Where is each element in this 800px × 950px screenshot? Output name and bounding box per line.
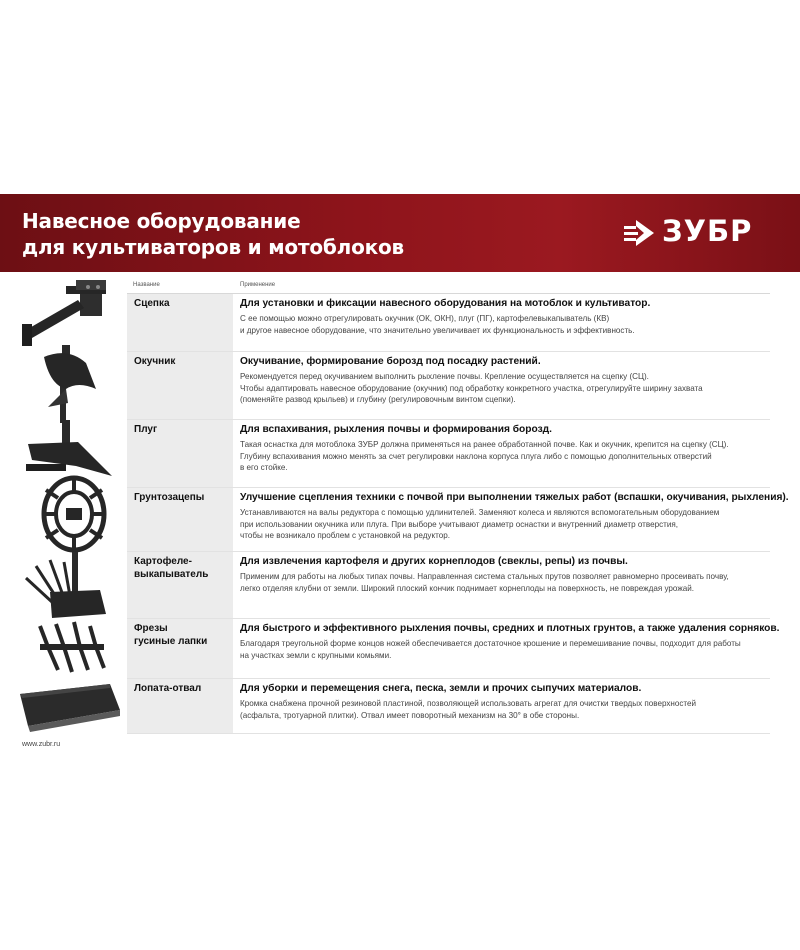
name-cell <box>127 488 233 551</box>
description-line: (поменяйте развод крыльев) и глубину (регулировочным винтом сцепки). <box>240 395 516 404</box>
description-line: Благодаря треугольной форме концов ножей обеспечивается достаточное крошение и перемешивание почвы, подходит для работы <box>240 639 741 648</box>
equipment-table <box>127 278 789 720</box>
name-line: выкапыватель <box>134 569 209 580</box>
use-cell <box>240 555 775 594</box>
use-headline: Для вспахивания, рыхления почвы и формирования борозд. <box>240 424 552 435</box>
table-row <box>127 619 780 679</box>
table-row <box>127 294 770 352</box>
title-line-2: для культиваторов и мотоблоков <box>22 235 404 259</box>
equipment-name <box>134 555 234 581</box>
equipment-name: Плуг <box>134 424 158 435</box>
description-line: легко отделяя клубни от земли. Широкий плоский кончик поднимает корнеплоды на поверхность, не повреждая урожай. <box>240 583 695 593</box>
description-line: Устанавливаются на валы редуктора с помощью удлинителей. Заменяют колеса и являются вспомогательным оборудованием <box>240 508 720 517</box>
table-row <box>127 488 789 552</box>
table-row <box>127 679 770 734</box>
use-cell <box>240 297 775 336</box>
hiller-image <box>38 345 108 425</box>
column-header-name: Название <box>133 282 160 288</box>
table-row <box>127 420 770 488</box>
use-cell <box>240 622 780 661</box>
use-description <box>240 313 775 336</box>
use-cell <box>240 682 775 721</box>
use-headline: Для установки и фиксации навесного оборудования на мотоблок и культиватор. <box>240 298 651 309</box>
equipment-name: Грунтозацепы <box>134 492 205 503</box>
use-description <box>240 507 775 542</box>
equipment-name: Окучник <box>134 356 176 367</box>
name-cell <box>127 294 233 351</box>
use-description <box>240 698 775 721</box>
description-line: и другое навесное оборудование, что значительно увеличивает их функциональность и эффективность. <box>240 325 635 335</box>
brand-logo <box>622 212 782 252</box>
page-title <box>22 208 542 260</box>
name-cell <box>127 552 233 618</box>
use-description <box>240 439 775 474</box>
name-line: Картофеле- <box>134 556 192 567</box>
header-banner <box>0 194 800 272</box>
use-headline: Для уборки и перемещения снега, песка, земли и прочих сыпучих материалов. <box>240 683 642 694</box>
description-line: Такая оснастка для мотоблока ЗУБР должна применяться на ранее обработанной почве. Как и окучник, крепится на сцепку (СЦ). <box>240 440 729 449</box>
use-cell <box>240 491 789 542</box>
name-cell <box>127 679 233 733</box>
use-headline: Для извлечения картофеля и других корнеплодов (свеклы, репы) из почвы. <box>240 556 628 567</box>
brand-name: ЗУБР <box>662 214 753 248</box>
description-line: Кромка снабжена прочной резиновой пластиной, позволяющей использовать агрегат для очистки твердых поверхностей <box>240 699 697 708</box>
use-description <box>240 638 775 661</box>
use-description <box>240 571 775 594</box>
use-cell <box>240 355 775 406</box>
table-header <box>127 278 770 294</box>
description-line: чтобы не возникало проблем с установкой на редуктор. <box>240 531 450 540</box>
description-line: при использовании окучника или плуга. При выборе учитывают диаметр оснастки и внутренний диаметр отверстия, <box>240 519 678 529</box>
name-cell <box>127 352 233 419</box>
potato-digger-image <box>22 552 112 624</box>
use-cell <box>240 423 775 474</box>
brand-arrow-icon <box>622 212 656 252</box>
description-line: в его стойке. <box>240 463 288 472</box>
tiller-image <box>34 616 110 678</box>
use-description <box>240 371 775 406</box>
use-headline: Улучшение сцепления техники с почвой при выполнении тяжелых работ (вспашки, окучивания, рыхления). <box>240 492 789 503</box>
lug-wheel-image <box>36 474 112 554</box>
description-line: Чтобы адаптировать навесное оборудование (окучник) под обработку конкретного участка, отрегулируйте ширину захвата <box>240 383 703 393</box>
description-line: Рекомендуется перед окучиванием выполнить рыхление почвы. Крепление осуществляется на сцепку (СЦ). <box>240 372 649 381</box>
table-row <box>127 352 770 420</box>
name-line: гусиные лапки <box>134 636 208 647</box>
description-line: С ее помощью можно отрегулировать окучник (ОК, ОКН), плуг (ПГ), картофелевыкапыватель (КВ) <box>240 314 610 323</box>
website-url: www.zubr.ru <box>22 741 61 748</box>
equipment-name: Сцепка <box>134 298 170 309</box>
snow-blade-image <box>18 680 122 736</box>
name-cell <box>127 420 233 487</box>
description-line: Глубину вспахивания можно менять за счет регулировки наклона корпуса плуга либо с помощью дополнительных отверстий <box>240 451 712 461</box>
use-headline: Для быстрого и эффективного рыхления почвы, средних и плотных грунтов, а также удаления сорняков. <box>240 623 780 634</box>
column-header-use: Применение <box>240 282 276 288</box>
name-cell <box>127 619 233 678</box>
description-line: Применим для работы на любых типах почвы. Направленная система стальных прутов позволяет равномерно просеивать почву, <box>240 572 729 581</box>
hitch-image <box>18 278 118 348</box>
use-headline: Окучивание, формирование борозд под посадку растений. <box>240 356 541 367</box>
name-line: Фрезы <box>134 623 168 634</box>
title-line-1: Навесное оборудование <box>22 209 301 233</box>
table-row <box>127 552 770 619</box>
equipment-name: Лопата-отвал <box>134 683 202 694</box>
description-line: (асфальта, тротуарной плитки). Отвал имеет поворотный механизм на 30° в обе стороны. <box>240 710 580 720</box>
description-line: на участках земли с крупными комьями. <box>240 650 392 660</box>
equipment-name <box>134 622 234 648</box>
